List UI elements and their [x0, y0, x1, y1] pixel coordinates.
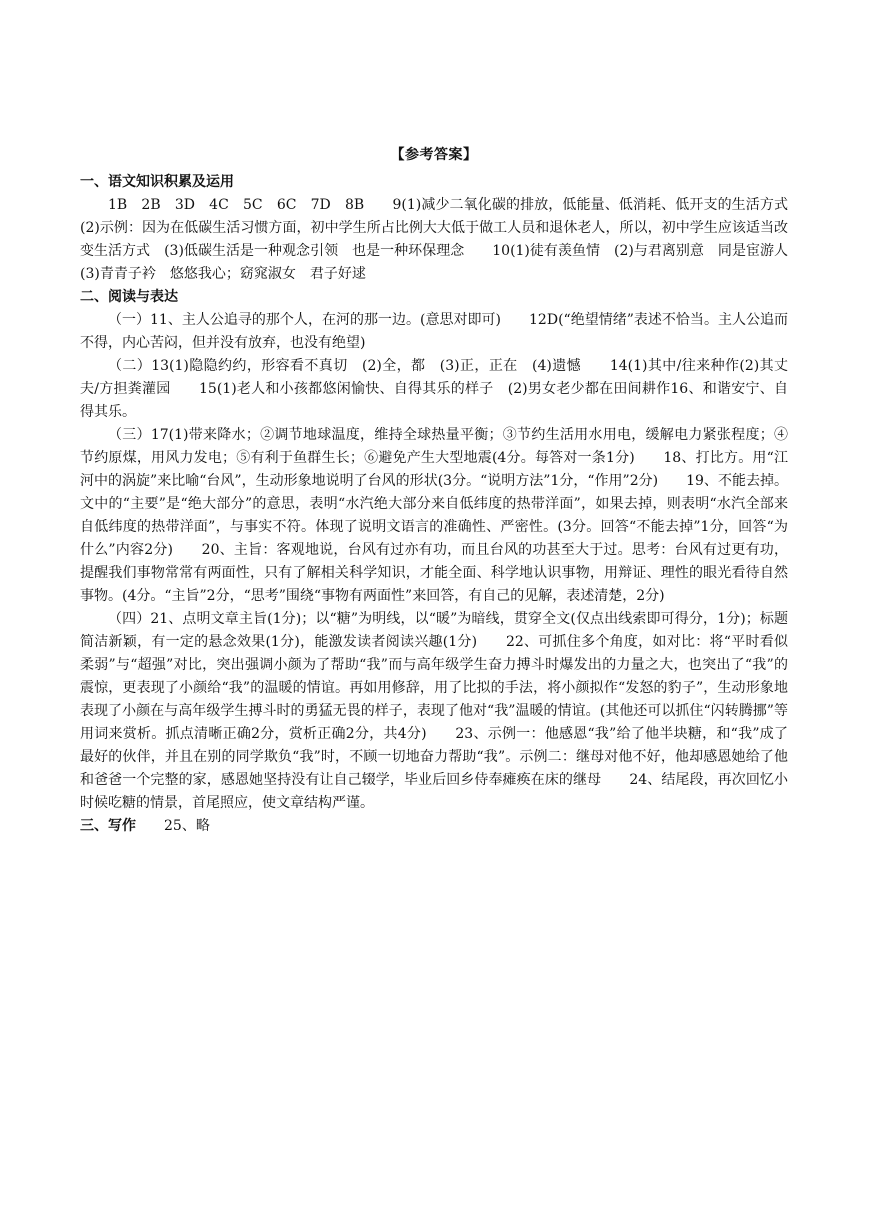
section-heading: 三、写作 [80, 818, 136, 834]
writing-answer: 25、略 [136, 818, 210, 834]
section-knowledge [80, 171, 802, 286]
answer-paragraph: （一）11、主人公追寻的那个人，在河的那一边。(意思对即可) 12D(“绝望情绪”表述不恰当。主人公追而不得，内心苦闷，但并没有放弃，也没有绝望) [80, 312, 788, 351]
section-writing [80, 815, 788, 838]
answer-paragraph: （二）13(1)隐隐约约，形容看不真切 (2)全，都 (3)正，正在 (4)遗憾 14(1)其中/往来种作(2)其丈夫/方担粪灌园 15(1)老人和小孩都悠闲愉快、自得其乐的样子 (2)男女老少都在田间耕作16、和谐安宁、自得其乐。 [80, 358, 788, 420]
answer-document [80, 140, 802, 838]
section-heading: 二、阅读与表达 [80, 289, 178, 305]
section-reading [80, 286, 788, 815]
answer-paragraph: （三）17(1)带来降水；②调节地球温度，维持全球热量平衡；③节约生活用水用电，缓解电力紧张程度；④节约原煤，用风力发电；⑤有利于鱼群生长；⑥避免产生大型地震(4分。每答对一条1分) 18、打比方。用“江河中的涡旋”来比喻“台风”，生动形象地说明了台风的形状(3分。“说明方法”1分，“作用”2分) 19、不能去掉。文中的“主要”是“绝大部分”的意思，表明“水汽绝大部分来自低纬度的热带洋面”，如果去掉，则表明“水汽全部来自低纬度的热带洋面”，与事实不符。体现了说明文语言的准确性、严密性。(3分。回答“不能去掉”1分，回答“为什么”内容2分) 20、主旨：客观地说，台风有过亦有功，而且台风的功甚至大于过。思考：台风有过更有功，提醒我们事物常常有两面性，只有了解相关科学知识，才能全面、科学地认识事物，用辩证、理性的眼光看待自然事物。(4分。“主旨”2分，“思考”围绕“事物有两面性”来回答，有自己的见解，表述清楚，2分) [80, 427, 788, 604]
section-heading: 一、语文知识积累及运用 [80, 174, 234, 190]
answer-paragraph: （四）21、点明文章主旨(1分)；以“糖”为明线，以“暖”为暗线，贯穿全文(仅点出线索即可得分，1分)；标题简洁新颖，有一定的悬念效果(1分)，能激发读者阅读兴趣(1分) 22、可抓住多个角度，如对比：将“平时看似柔弱”与“超强”对比，突出强调小颜为了帮助“我”而与高年级学生奋力搏斗时爆发出的力量之大，也突出了“我”的震惊，更表现了小颜给“我”的温暖的情谊。再如用修辞，用了比拟的手法，将小颜拟作“发怒的豹子”，生动形象地表现了小颜在与高年级学生搏斗时的勇猛无畏的样子，表现了他对“我”温暖的情谊。(其他还可以抓住“闪转腾挪”等用词来赏析。抓点清晰正确2分，赏析正确2分，共4分) 23、示例一：他感恩“我”给了他半块糖，和“我”成了最好的伙伴，并且在别的同学欺负“我”时，不顾一切地奋力帮助“我”。示例二：继母对他不好，他却感恩她给了他和爸爸一个完整的家，感恩她坚持没有让自己辍学，毕业后回乡侍奉瘫痪在床的继母 24、结尾段，再次回忆小时候吃糖的情景，首尾照应，使文章结构严谨。 [80, 611, 788, 811]
document-title: 【参考答案】 [390, 147, 478, 163]
answer-paragraph: 1B 2B 3D 4C 5C 6C 7D 8B 9(1)减少二氧化碳的排放，低能量、低消耗、低开支的生活方式 (2)示例：因为在低碳生活习惯方面，初中学生所占比例大大低于做工人员和退休老人，所以，初中学生应该适当改变生活方式 (3)低碳生活是一种观念引领 也是一种环保理念 10(1)徒有羡鱼情 (2)与君离别意 同是宦游人 (3)青青子衿 悠悠我心；窈窕淑女 君子好逑 [80, 197, 802, 282]
writing-line [80, 815, 788, 838]
